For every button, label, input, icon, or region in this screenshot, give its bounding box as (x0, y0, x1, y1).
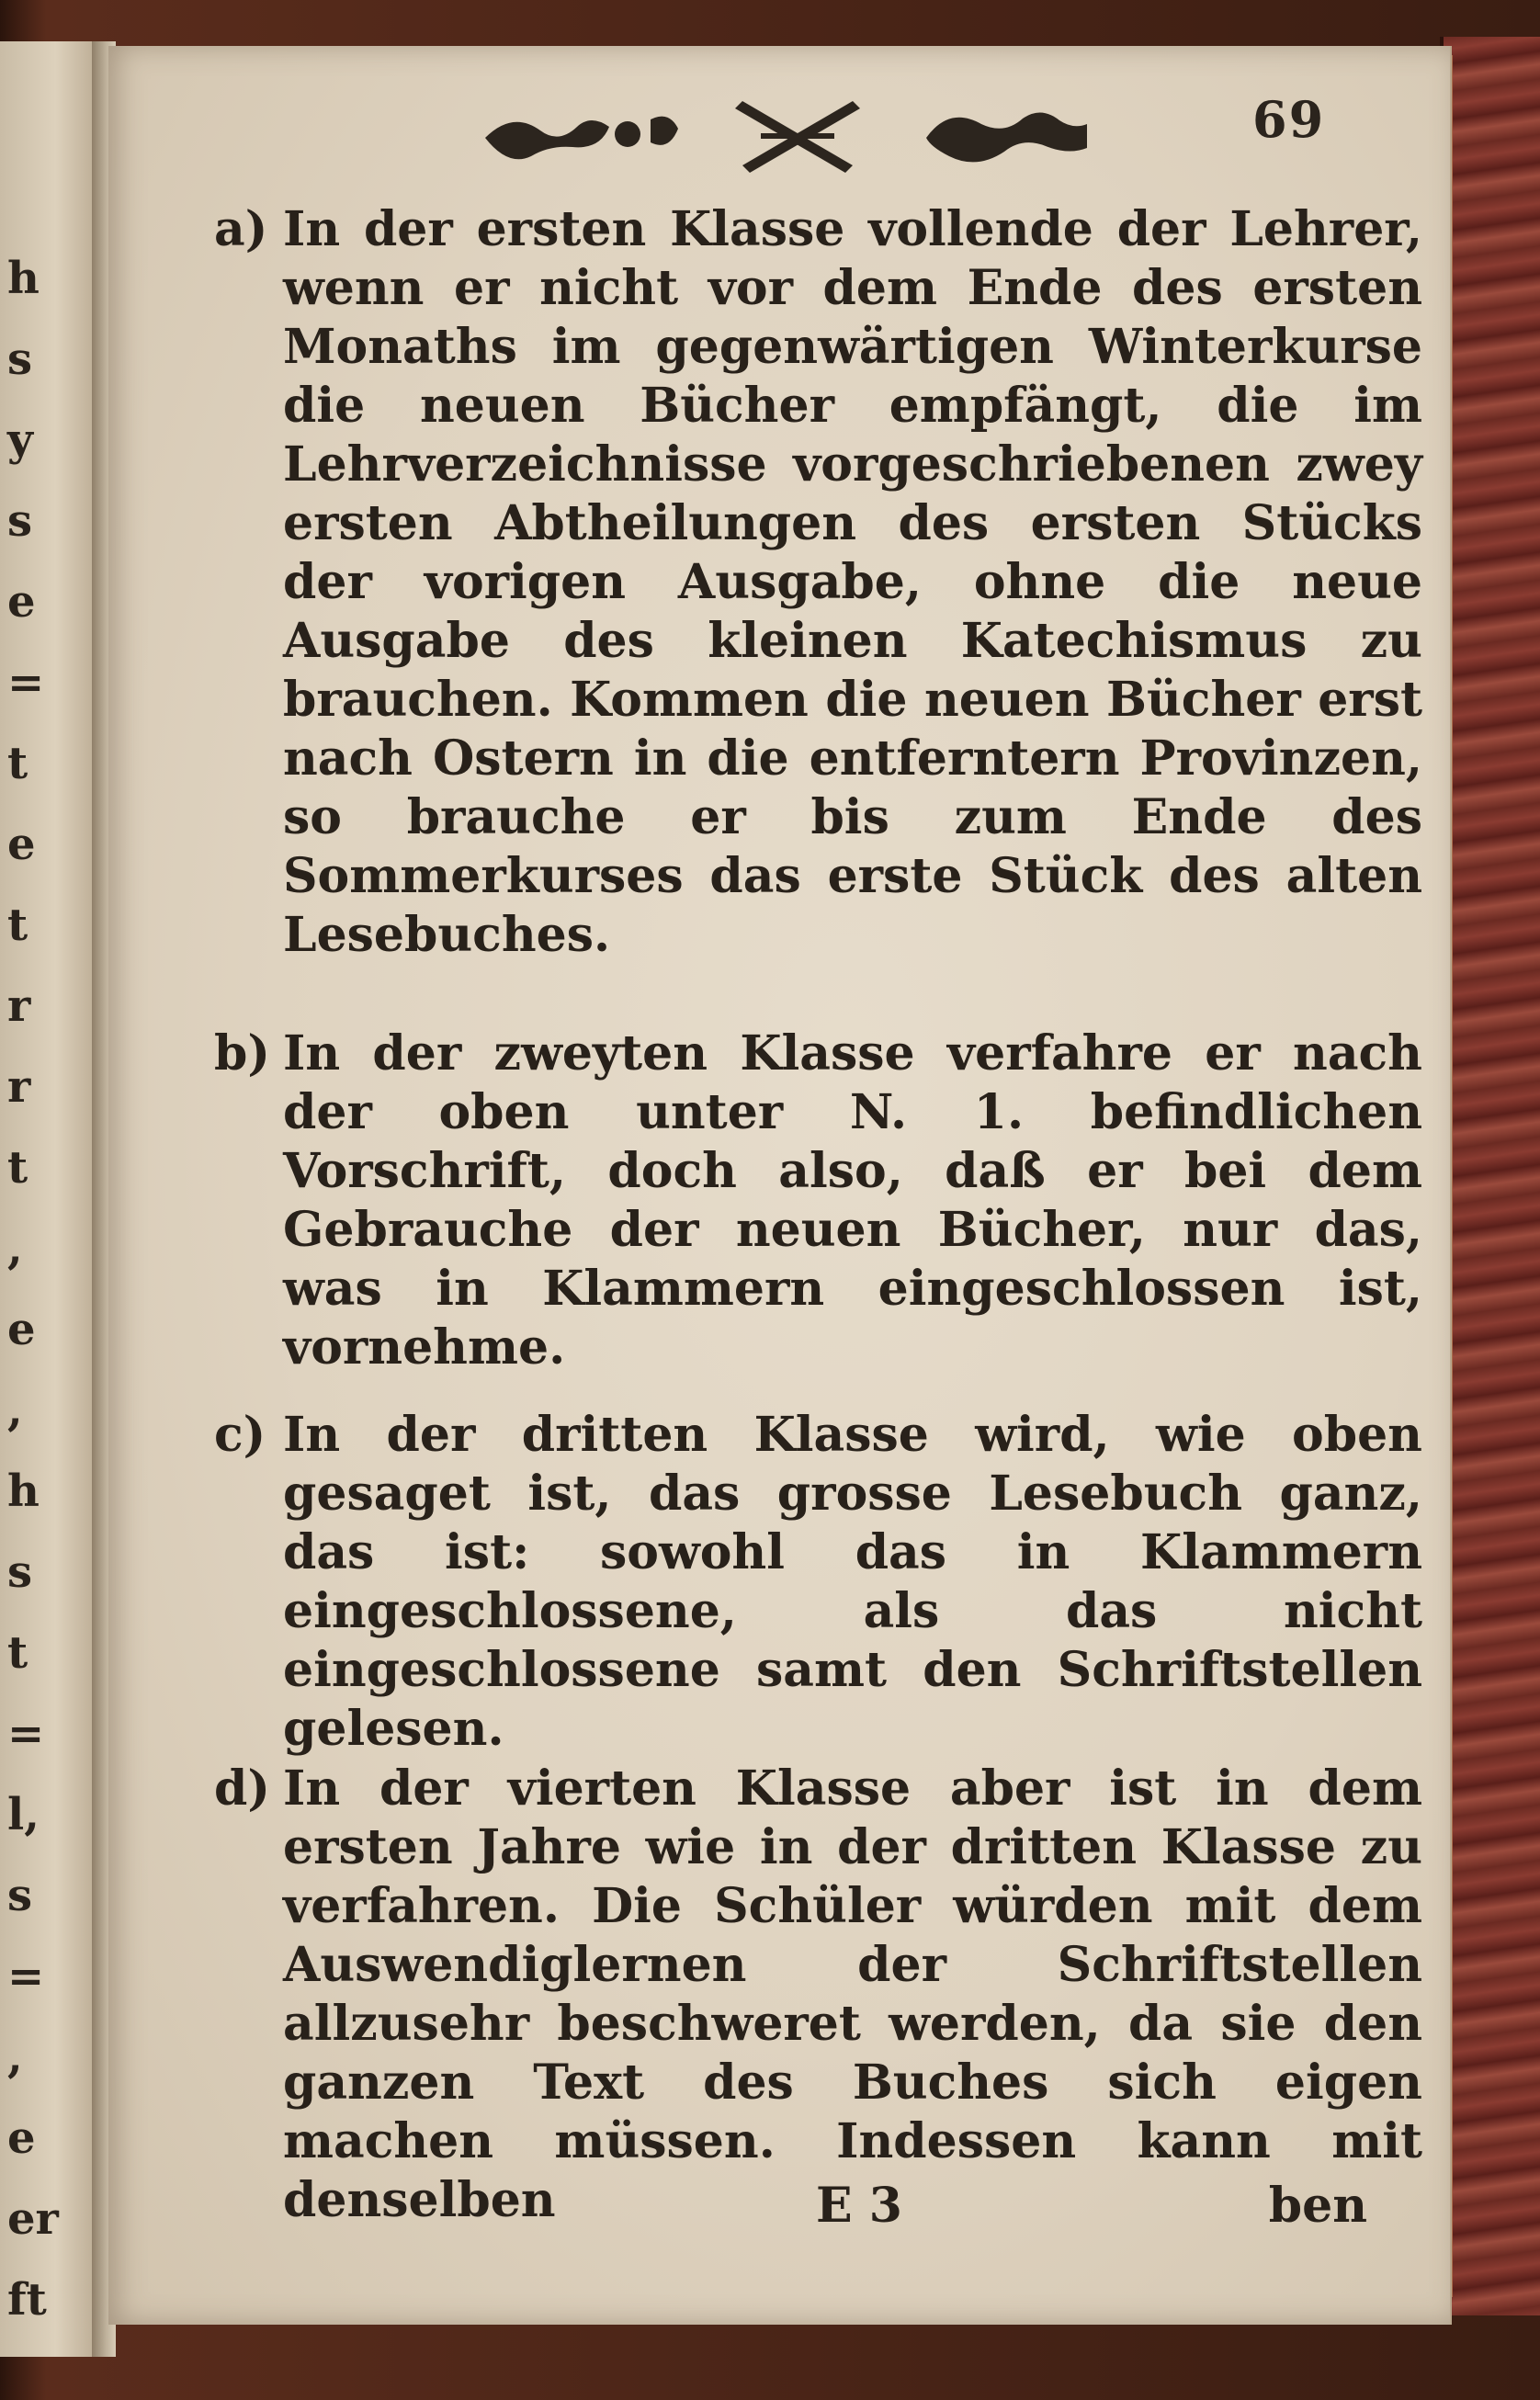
paragraph-label: a) (214, 201, 268, 257)
left-facing-page (0, 41, 101, 2357)
paragraph-label: c) (214, 1407, 266, 1463)
paragraph-text: In der zweyten Klasse verfahre er nach der oben unter N. 1. befindlichen Vorschrift, doch also, daß er bei dem Gebrauche der neuen Bücher, nur das, was in Klammern eingeschlossen ist, vornehme. (283, 1025, 1422, 1375)
left-page-glyph: , (7, 1385, 23, 1436)
left-page-glyph: l, (7, 1789, 40, 1840)
left-page-glyph: s (7, 495, 33, 547)
left-page-glyph: = (7, 1708, 45, 1760)
left-page-glyph: s (7, 1870, 33, 1921)
left-page-glyph: t (7, 738, 28, 789)
left-page-glyph: e (7, 576, 36, 628)
left-page-glyph: e (7, 819, 36, 870)
right-page (108, 46, 1452, 2325)
paragraph-d (214, 1760, 1422, 2230)
left-page-text-fragments (7, 41, 99, 2357)
left-page-glyph: er (7, 2193, 59, 2245)
left-page-glyph: h (7, 1466, 40, 1517)
paragraph-text: In der vierten Klasse aber ist in dem ersten Jahre wie in der dritten Klasse zu verfahren. Die Schüler würden mit dem Auswendiglernen der Schriftstellen allzusehr beschweret werden, da sie den ganzen Text des Buches sich eigen machen müssen. Indessen kann mit denselben (283, 1760, 1422, 2228)
left-page-glyph: = (7, 1951, 45, 2002)
paragraph-text: In der ersten Klasse vollende der Lehrer, wenn er nicht vor dem Ende des ersten Monaths im gegenwärtigen Winterkurse die neuen Bücher empfängt, die im Lehrverzeichnisse vorgeschriebenen zwey ersten Abtheilungen des ersten Stücks der vorigen Ausgabe, ohne die neue Ausgabe des kleinen Katechismus zu brauchen. Kommen die neuen Bücher erst nach Ostern in die entferntern Provinzen, so brauche er bis zum Ende des Sommerkurses das erste Stück des alten Lesebuches. (283, 201, 1422, 963)
paragraph-a (214, 200, 1422, 965)
left-page-glyph: y (7, 414, 33, 466)
left-page-glyph: = (7, 657, 45, 708)
catchword: ben (1268, 2178, 1367, 2234)
left-page-glyph: t (7, 900, 28, 951)
paragraph-b (214, 1025, 1422, 1377)
page-footer (283, 2178, 1422, 2242)
page-number: 69 (1252, 90, 1326, 149)
signature-mark: E 3 (816, 2178, 902, 2234)
paragraph-label: b) (214, 1025, 270, 1081)
left-page-glyph: , (7, 2032, 23, 2083)
paragraph-text: In der dritten Klasse wird, wie oben gesaget ist, das grosse Lesebuch ganz, das ist: sowohl das in Klammern eingeschlossene, als das nicht eingeschlossene samt den Schriftstellen gelesen. (283, 1407, 1422, 1757)
left-page-glyph: r (7, 1061, 31, 1113)
left-page-glyph: t (7, 1627, 28, 1679)
left-page-glyph: e (7, 2112, 36, 2164)
paragraph-c (214, 1406, 1422, 1759)
decorative-header-ornament-icon (467, 83, 1128, 184)
book-cover-board (1440, 37, 1540, 2315)
left-page-glyph: e (7, 1304, 36, 1355)
left-page-glyph: s (7, 1546, 33, 1598)
left-page-glyph: t (7, 1142, 28, 1194)
left-page-glyph: h (7, 253, 40, 304)
left-page-glyph: s (7, 334, 33, 385)
left-page-glyph: ft (7, 2274, 47, 2326)
left-page-glyph: r (7, 980, 31, 1032)
paragraph-label: d) (214, 1760, 270, 1817)
left-page-glyph: , (7, 1223, 23, 1274)
